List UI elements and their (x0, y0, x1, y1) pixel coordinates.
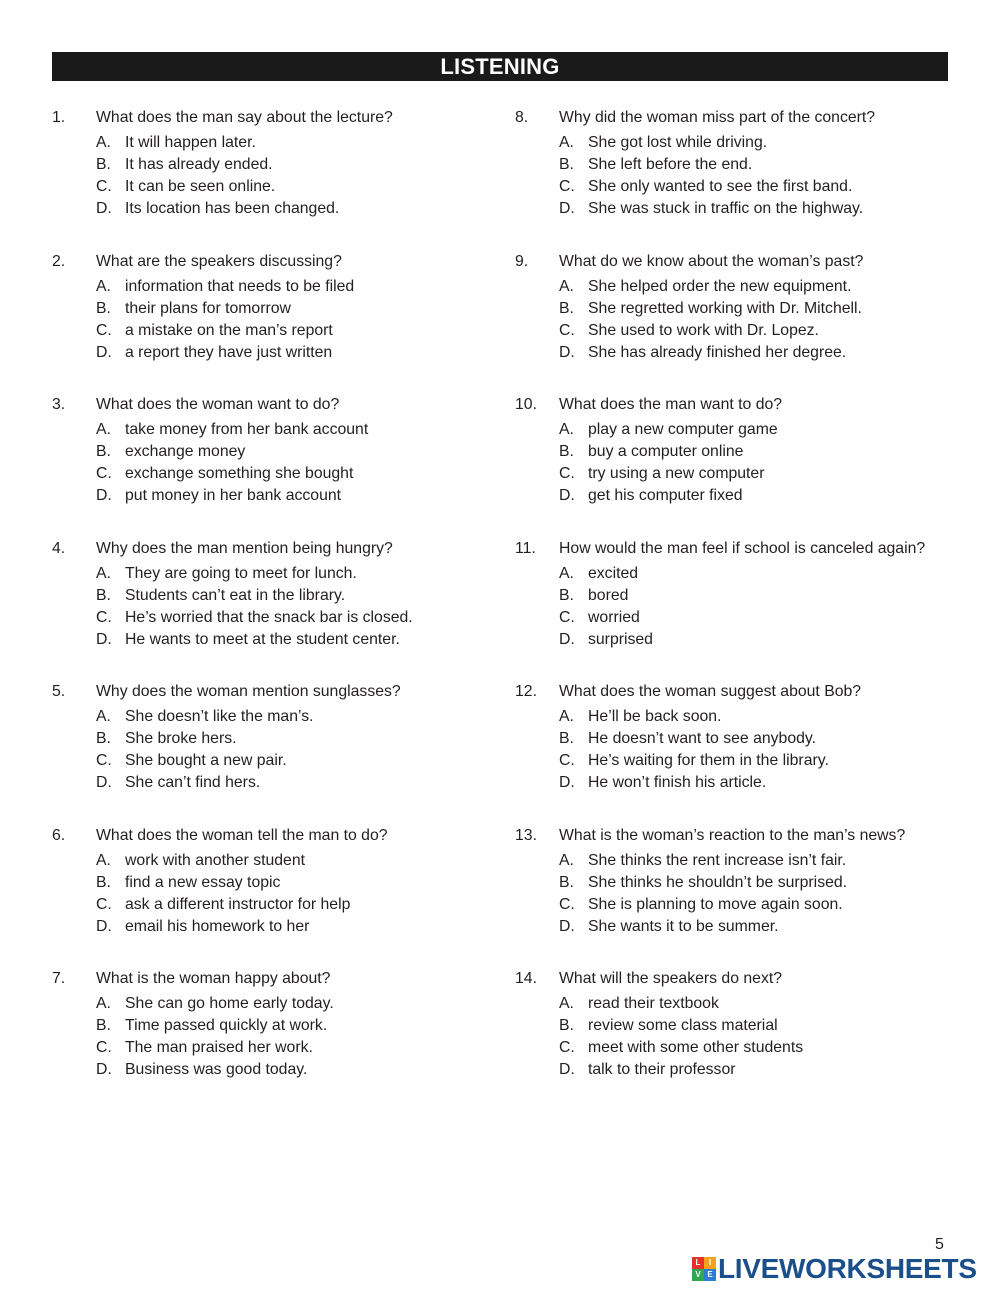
option-letter: C. (96, 1039, 112, 1056)
option-text: She thinks the rent increase isn’t fair. (588, 851, 847, 869)
question-12 (515, 681, 955, 825)
option-text: She thinks he shouldn’t be surprised. (588, 873, 848, 891)
option-c[interactable] (96, 176, 492, 198)
option-letter: A. (559, 134, 574, 151)
option-letter: C. (559, 178, 575, 195)
option-letter: A. (96, 421, 111, 438)
option-a[interactable] (559, 850, 955, 872)
option-a[interactable] (96, 419, 492, 441)
option-b[interactable] (559, 298, 955, 320)
option-c[interactable] (96, 320, 492, 342)
option-d[interactable] (96, 916, 492, 938)
option-text: She helped order the new equipment. (588, 277, 852, 295)
option-letter: D. (559, 917, 575, 935)
question-number: 13. (515, 826, 537, 844)
option-text: a mistake on the man’s report (125, 321, 333, 339)
option-letter: A. (96, 277, 111, 295)
question-number: 8. (515, 109, 529, 126)
option-b[interactable] (559, 728, 955, 750)
option-b[interactable] (559, 441, 955, 463)
option-text: buy a computer online (588, 443, 744, 460)
option-text: He wants to meet at the student center. (125, 630, 400, 648)
question-number: 3. (52, 396, 66, 413)
option-text: review some class material (588, 1017, 778, 1034)
option-letter: C. (559, 465, 575, 482)
question-4 (52, 538, 492, 682)
option-letter: B. (559, 443, 574, 460)
option-letter: D. (559, 343, 575, 361)
option-a[interactable] (96, 706, 492, 728)
option-b[interactable] (559, 1015, 955, 1037)
option-letter: D. (96, 774, 112, 791)
option-c[interactable] (96, 1037, 492, 1059)
option-letter: D. (96, 630, 112, 648)
option-c[interactable] (559, 607, 955, 629)
question-text: What does the woman want to do? (96, 396, 340, 413)
option-letter: B. (96, 299, 111, 317)
question-10 (515, 394, 955, 538)
option-text: try using a new computer (588, 465, 765, 482)
option-b[interactable] (96, 728, 492, 750)
option-text: Students can’t eat in the library. (125, 586, 346, 604)
option-text: talk to their professor (588, 1061, 736, 1078)
question-number: 7. (52, 970, 66, 987)
question-8 (515, 107, 955, 251)
option-a[interactable] (559, 563, 955, 585)
option-letter: A. (96, 995, 111, 1012)
option-text: She can’t find hers. (125, 774, 261, 791)
option-text: She is planning to move again soon. (588, 895, 843, 913)
question-text: What does the woman suggest about Bob? (559, 683, 862, 700)
question-11 (515, 538, 955, 682)
option-text: She was stuck in traffic on the highway. (588, 200, 864, 217)
option-letter: B. (559, 156, 574, 173)
logo-block: I (704, 1257, 716, 1269)
option-letter: B. (96, 586, 111, 604)
question-2 (52, 251, 492, 395)
option-letter: C. (96, 895, 112, 913)
logo-block: V (692, 1269, 704, 1281)
option-letter: A. (559, 995, 574, 1012)
option-letter: A. (559, 277, 574, 295)
option-letter: C. (96, 752, 112, 769)
option-d[interactable] (559, 1059, 955, 1081)
option-letter: B. (96, 443, 111, 460)
question-text: Why does the man mention being hungry? (96, 539, 393, 557)
option-letter: B. (559, 586, 574, 604)
question-number: 14. (515, 970, 537, 987)
option-b[interactable] (96, 298, 492, 320)
option-b[interactable] (96, 441, 492, 463)
question-text: What is the woman happy about? (96, 970, 331, 987)
question-number: 4. (52, 539, 66, 557)
question-number: 11. (515, 539, 536, 557)
question-number: 12. (515, 683, 537, 700)
question-13 (515, 825, 955, 969)
option-a[interactable] (96, 276, 492, 298)
option-text: excited (588, 564, 639, 582)
option-text: She bought a new pair. (125, 752, 287, 769)
question-number: 1. (52, 109, 66, 126)
option-a[interactable] (559, 993, 955, 1015)
option-b[interactable] (559, 154, 955, 176)
option-letter: B. (96, 1017, 111, 1034)
option-a[interactable] (96, 132, 492, 154)
option-letter: C. (96, 321, 112, 339)
question-text: What are the speakers discussing? (96, 252, 342, 270)
option-letter: D. (559, 487, 575, 504)
option-letter: A. (559, 708, 574, 725)
option-text: Business was good today. (125, 1061, 308, 1078)
option-text: He doesn’t want to see anybody. (588, 730, 817, 747)
option-c[interactable] (559, 320, 955, 342)
option-c[interactable] (96, 894, 492, 916)
option-letter: D. (559, 630, 575, 648)
option-text: She left before the end. (588, 156, 753, 173)
option-b[interactable] (559, 585, 955, 607)
option-c[interactable] (559, 894, 955, 916)
option-text: She broke hers. (125, 730, 237, 747)
option-letter: A. (96, 851, 111, 869)
option-letter: A. (559, 421, 574, 438)
option-letter: D. (559, 1061, 575, 1078)
option-d[interactable] (96, 198, 492, 220)
option-letter: C. (559, 752, 575, 769)
option-d[interactable] (559, 198, 955, 220)
option-letter: B. (559, 1017, 574, 1034)
option-d[interactable] (96, 629, 492, 651)
question-number: 9. (515, 252, 529, 270)
option-text: Its location has been changed. (125, 200, 340, 217)
questions-left-column (52, 107, 492, 1112)
option-letter: A. (96, 134, 111, 151)
option-letter: B. (559, 299, 574, 317)
option-text: She can go home early today. (125, 995, 334, 1012)
question-text: What does the man want to do? (559, 396, 783, 413)
option-letter: C. (559, 895, 575, 913)
question-text: What does the woman tell the man to do? (96, 826, 388, 844)
option-letter: D. (96, 917, 112, 935)
option-text: get his computer fixed (588, 487, 743, 504)
question-text: How would the man feel if school is canceled again? (559, 539, 926, 557)
option-text: worried (588, 608, 640, 626)
question-14 (515, 968, 955, 1112)
option-text: He won’t finish his article. (588, 774, 767, 791)
question-number: 2. (52, 252, 66, 270)
option-text: bored (588, 586, 629, 604)
option-d[interactable] (559, 342, 955, 364)
option-a[interactable] (559, 132, 955, 154)
option-letter: D. (96, 200, 112, 217)
option-text: He’s waiting for them in the library. (588, 752, 829, 769)
question-9 (515, 251, 955, 395)
option-letter: D. (96, 487, 112, 504)
option-text: take money from her bank account (125, 421, 369, 438)
option-text: She regretted working with Dr. Mitchell. (588, 299, 862, 317)
option-c[interactable] (559, 750, 955, 772)
option-c[interactable] (559, 176, 955, 198)
question-text: Why does the woman mention sunglasses? (96, 683, 401, 700)
option-letter: B. (559, 873, 574, 891)
option-c[interactable] (559, 1037, 955, 1059)
option-letter: A. (559, 564, 574, 582)
question-text: What will the speakers do next? (559, 970, 783, 987)
option-letter: B. (559, 730, 574, 747)
option-letter: D. (559, 774, 575, 791)
option-text: She doesn’t like the man’s. (125, 708, 314, 725)
question-7 (52, 968, 492, 1112)
option-text: meet with some other students (588, 1039, 804, 1056)
option-d[interactable] (559, 485, 955, 507)
option-text: She got lost while driving. (588, 134, 768, 151)
option-letter: C. (559, 608, 575, 626)
section-header: LISTENING (52, 52, 948, 81)
liveworksheets-logo[interactable] (692, 1254, 977, 1284)
option-d[interactable] (96, 1059, 492, 1081)
option-a[interactable] (96, 993, 492, 1015)
logo-text: LIVEWORKSHEETS (718, 1253, 977, 1284)
option-letter: C. (96, 178, 112, 195)
option-letter: A. (96, 564, 111, 582)
option-b[interactable] (96, 872, 492, 894)
option-d[interactable] (96, 772, 492, 794)
option-letter: C. (559, 1039, 575, 1056)
option-a[interactable] (559, 706, 955, 728)
question-number: 5. (52, 683, 66, 700)
option-text: their plans for tomorrow (125, 299, 291, 317)
option-text: work with another student (125, 851, 306, 869)
option-d[interactable] (96, 342, 492, 364)
option-letter: A. (559, 851, 574, 869)
option-c[interactable] (96, 463, 492, 485)
question-5 (52, 681, 492, 825)
option-letter: B. (96, 730, 111, 747)
logo-block: E (704, 1269, 716, 1281)
logo-blocks-icon (692, 1257, 716, 1281)
option-text: She only wanted to see the first band. (588, 178, 853, 195)
question-6 (52, 825, 492, 969)
option-letter: D. (96, 1061, 112, 1078)
questions-right-column (515, 107, 955, 1112)
option-text: It will happen later. (125, 134, 256, 151)
question-text: What do we know about the woman’s past? (559, 252, 864, 270)
option-text: They are going to meet for lunch. (125, 564, 357, 582)
option-letter: C. (559, 321, 575, 339)
option-letter: B. (96, 156, 111, 173)
option-a[interactable] (96, 850, 492, 872)
option-text: email his homework to her (125, 917, 310, 935)
option-text: put money in her bank account (125, 487, 342, 504)
option-text: information that needs to be filed (125, 277, 355, 295)
option-text: She has already finished her degree. (588, 343, 847, 361)
option-text: a report they have just written (125, 343, 333, 361)
option-letter: D. (96, 343, 112, 361)
option-text: exchange something she bought (125, 465, 354, 482)
option-text: He’ll be back soon. (588, 708, 722, 725)
option-a[interactable] (96, 563, 492, 585)
option-text: ask a different instructor for help (125, 895, 351, 913)
option-text: He’s worried that the snack bar is closed. (125, 608, 413, 626)
question-number: 6. (52, 826, 66, 844)
option-letter: C. (96, 608, 112, 626)
option-text: She wants it to be summer. (588, 917, 779, 935)
option-letter: B. (96, 873, 111, 891)
option-d[interactable] (559, 772, 955, 794)
logo-block: L (692, 1257, 704, 1269)
option-b[interactable] (559, 872, 955, 894)
option-text: surprised (588, 630, 653, 648)
question-3 (52, 394, 492, 538)
option-text: It has already ended. (125, 156, 273, 173)
option-c[interactable] (96, 750, 492, 772)
option-a[interactable] (559, 419, 955, 441)
question-text: What does the man say about the lecture? (96, 109, 393, 126)
option-d[interactable] (559, 916, 955, 938)
option-letter: D. (559, 200, 575, 217)
option-text: play a new computer game (588, 421, 778, 438)
question-text: Why did the woman miss part of the concert? (559, 109, 876, 126)
option-b[interactable] (96, 585, 492, 607)
option-c[interactable] (96, 607, 492, 629)
option-text: Time passed quickly at work. (125, 1017, 328, 1034)
question-number: 10. (515, 396, 537, 413)
question-text: What is the woman’s reaction to the man’s news? (559, 826, 906, 844)
option-text: The man praised her work. (125, 1039, 313, 1056)
option-text: exchange money (125, 443, 246, 460)
option-letter: A. (96, 708, 111, 725)
option-text: find a new essay topic (125, 873, 281, 891)
option-letter: C. (96, 465, 112, 482)
page-number: 5 (935, 1236, 944, 1253)
option-b[interactable] (96, 1015, 492, 1037)
option-c[interactable] (559, 463, 955, 485)
option-d[interactable] (559, 629, 955, 651)
option-text: It can be seen online. (125, 178, 276, 195)
option-text: read their textbook (588, 995, 719, 1012)
question-1 (52, 107, 492, 251)
option-text: She used to work with Dr. Lopez. (588, 321, 819, 339)
option-b[interactable] (96, 154, 492, 176)
option-d[interactable] (96, 485, 492, 507)
option-a[interactable] (559, 276, 955, 298)
